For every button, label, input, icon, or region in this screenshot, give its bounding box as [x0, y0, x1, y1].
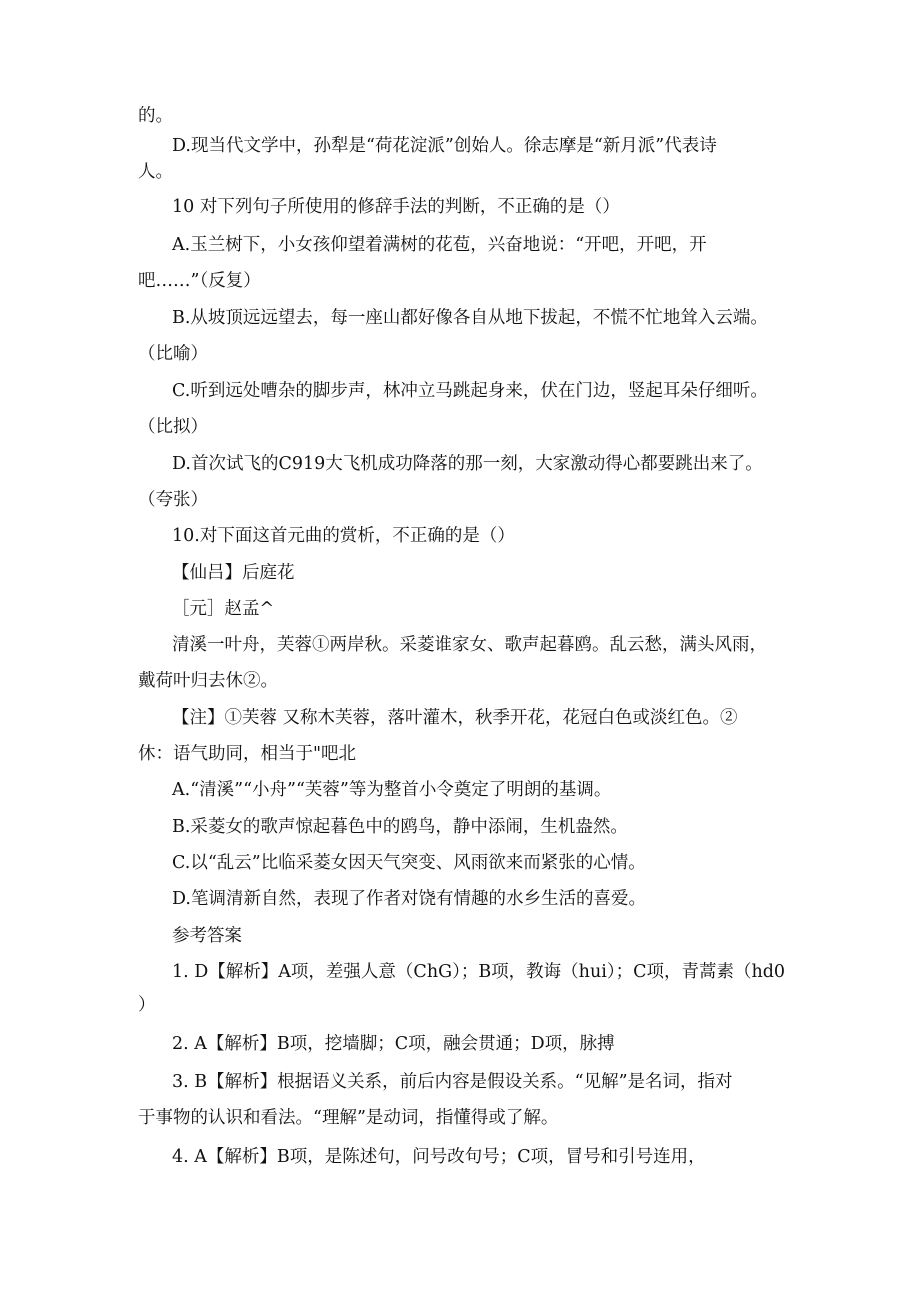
poem-note-cont: 休：语气助同，相当于"吧北: [138, 744, 357, 764]
answer-1-cont: ）: [138, 995, 156, 1015]
answer-3-cont: 于事物的认识和看法。“理解”是动词，指懂得或了解。: [138, 1108, 559, 1128]
answer-1: 1. D【解析】A项，差强人意（ChG）；B项，教诲（hui）；C项，青蒿素（hd0: [172, 962, 786, 982]
option-d-2: D.笔调清新自然，表现了作者对饶有情趣的水乡生活的喜爱。: [172, 889, 646, 909]
option-d-cont: （夸张）: [138, 490, 208, 510]
answer-3: 3. B【解析】根据语义关系，前后内容是假设关系。“见解”是名词，指对: [172, 1072, 733, 1092]
option-c: C.听到远处嘈杂的脚步声，林冲立马跳起身来，伏在门边，竖起耳朵仔细听。: [172, 381, 768, 401]
question-10-heading: 10 对下列句子所使用的修辞手法的判断，不正确的是（）: [172, 197, 620, 217]
option-c-2: C.以“乱云”比临采菱女因天气突变、风雨欲来而紧张的心情。: [172, 853, 646, 873]
line-2: D.现当代文学中，孙犁是“荷花淀派”创始人。徐志摩是“新月派”代表诗: [172, 136, 717, 156]
option-a: A.玉兰树下，小女孩仰望着满树的花苞，兴奋地说：“开吧，开吧，开: [172, 235, 707, 255]
option-a-cont: 吧……”（反复）: [138, 271, 261, 291]
answer-2: 2. A【解析】B项，挖墙脚；C项，融会贯通；D项，脉搏: [172, 1034, 615, 1054]
line-3: 人。: [138, 162, 173, 182]
question-10b-heading: 10.对下面这首元曲的赏析，不正确的是（）: [172, 526, 515, 546]
poem-author: ［元］赵孟^: [172, 599, 275, 619]
option-a-2: A.“清溪”“小舟”“芙蓉”等为整首小令奠定了明朗的基调。: [172, 780, 612, 800]
option-b-2: B.采菱女的歌声惊起暮色中的鸥鸟，静中添闹，生机盎然。: [172, 817, 628, 837]
poem-title: 【仙吕】后庭花: [172, 563, 295, 583]
line-1: 的。: [138, 106, 173, 126]
poem-line-2: 戴荷叶归去休②。: [138, 671, 278, 691]
option-b-cont: （比喻）: [138, 344, 208, 364]
poem-note: 【注】①芙蓉 又称木芙蓉，落叶灌木，秋季开花，花冠白色或淡红色。②: [172, 708, 738, 728]
answers-heading: 参考答案: [172, 926, 242, 946]
poem-line-1: 清溪一叶舟，芙蓉①两岸秋。采菱谁家女、歌声起暮鸥。乱云愁，满头风雨，: [172, 635, 767, 655]
option-d: D.首次试飞的C919大飞机成功降落的那一刻，大家激动得心都要跳出来了。: [172, 454, 763, 474]
option-c-cont: （比拟）: [138, 417, 208, 437]
answer-4: 4. A【解析】B项，是陈述句，问号改句号；C项，冒号和引号连用，: [172, 1147, 706, 1167]
option-b: B.从坡顶远远望去，每一座山都好像各自从地下拔起，不慌不忙地耸入云端。: [172, 308, 768, 328]
